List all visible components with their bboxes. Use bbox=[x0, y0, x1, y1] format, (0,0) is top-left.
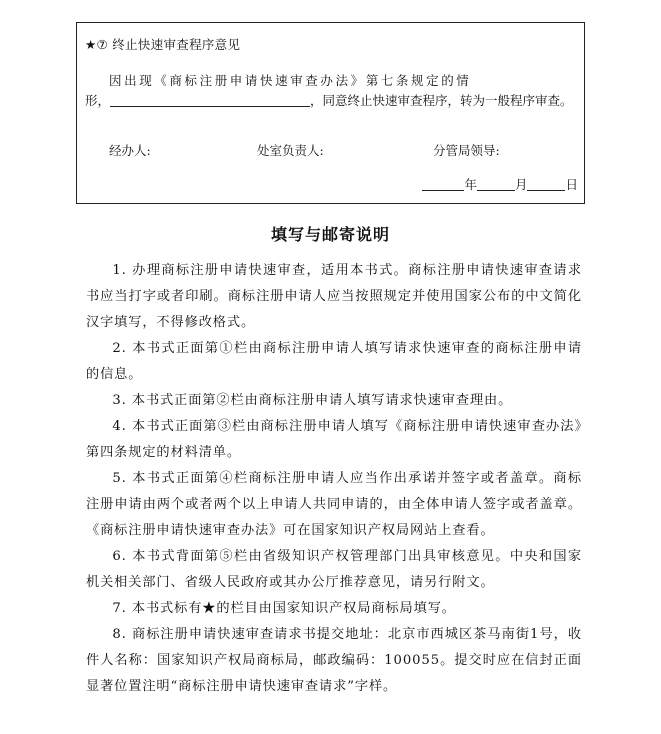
day-label: 日 bbox=[565, 177, 578, 192]
month-blank bbox=[477, 178, 515, 191]
termination-opinion-box bbox=[76, 22, 585, 204]
instructions-body bbox=[86, 258, 582, 700]
office-head-label: 处室负责人: bbox=[257, 143, 324, 158]
instructions-heading: 填写与邮寄说明 bbox=[270, 225, 390, 244]
year-label: 年 bbox=[464, 177, 477, 192]
opinion-text-line1: 因出现《商标注册申请快速审查办法》第七条规定的情 bbox=[109, 73, 472, 88]
instruction-item: 8. 商标注册申请快速审查请求书提交地址：北京市西城区茶马南街1号，收件人名称：国家知识产权局商标局，邮政编码：100055。提交时应在信封正面显著位置注明“商标注册申请快速审查请求”字样。 bbox=[86, 627, 582, 694]
date-row bbox=[422, 175, 578, 193]
handler-label: 经办人: bbox=[109, 143, 151, 158]
instruction-item: 6. 本书式背面第⑤栏由省级知识产权管理部门出具审核意见。中央和国家机关相关部门、省级人民政府或其办公厅推荐意见，请另行附文。 bbox=[86, 549, 582, 590]
opinion-text-line2 bbox=[85, 91, 573, 109]
instruction-item: 5. 本书式正面第④栏商标注册申请人应当作出承诺并签字或者盖章。商标注册申请由两个或者两个以上申请人共同申请的，由全体申请人签字或者盖章。《商标注册申请快速审查办法》可在国家知识产权局网站上查看。 bbox=[86, 471, 582, 538]
reason-blank bbox=[110, 94, 310, 107]
month-label: 月 bbox=[514, 177, 528, 192]
opinion-text-line2-start: 形， bbox=[85, 93, 111, 108]
instruction-item: 2. 本书式正面第①栏由商标注册申请人填写请求快速审查的商标注册申请的信息。 bbox=[86, 341, 582, 382]
instruction-item: 3. 本书式正面第②栏由商标注册申请人填写请求快速审查理由。 bbox=[112, 393, 513, 408]
bureau-lead-label: 分管局领导: bbox=[433, 143, 500, 158]
year-blank bbox=[422, 178, 464, 191]
instruction-item: 4. 本书式正面第③栏由商标注册申请人填写《商标注册申请快速审查办法》第四条规定的材料清单。 bbox=[86, 419, 582, 460]
instruction-item: 7. 本书式标有★的栏目由国家知识产权局商标局填写。 bbox=[112, 601, 456, 616]
day-blank bbox=[527, 178, 565, 191]
opinion-text-line2-end: ，同意终止快速审查程序，转为一般程序审查。 bbox=[310, 93, 573, 108]
instruction-item: 1. 办理商标注册申请快速审查，适用本书式。商标注册申请快速审查请求书应当打字或者印刷。商标注册申请人应当按照规定并使用国家公布的中文简化汉字填写，不得修改格式。 bbox=[86, 263, 582, 330]
box-title: ★⑦ 终止快速审查程序意见 bbox=[85, 37, 241, 52]
